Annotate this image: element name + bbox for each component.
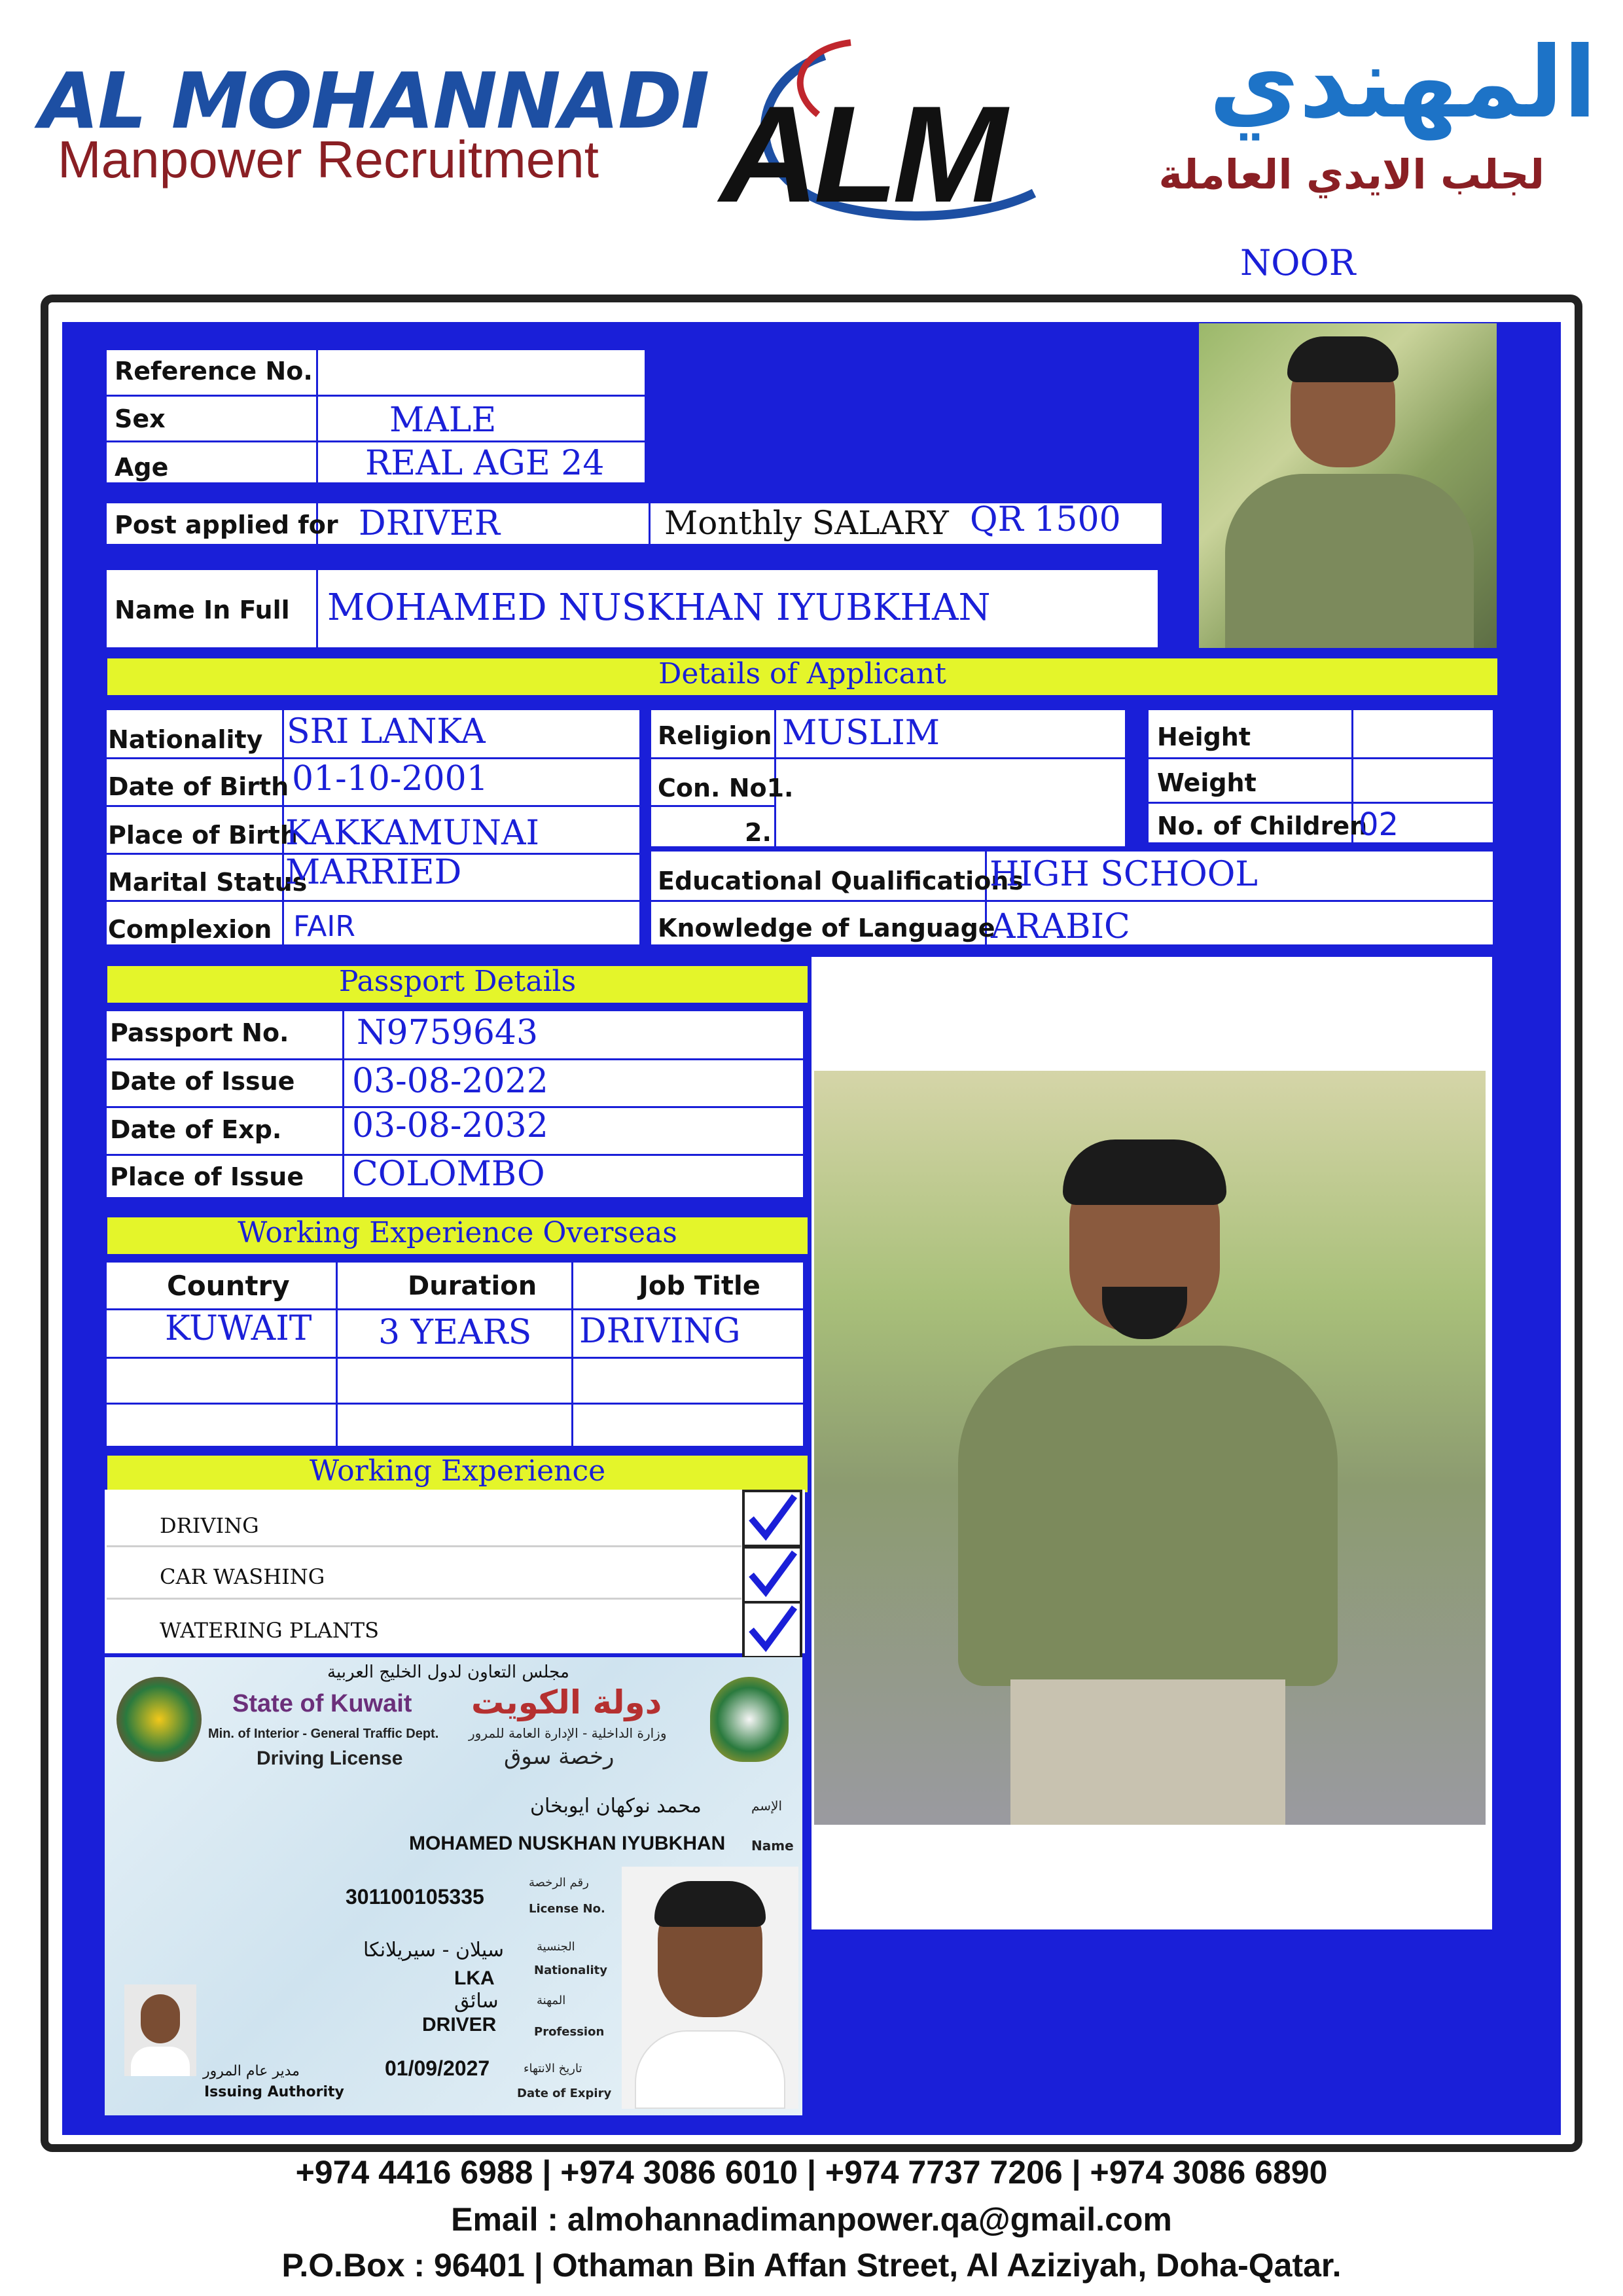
exp-date-value: 03-08-2032 bbox=[352, 1106, 548, 1145]
arabic-tagline: لجلب الايدي العاملة bbox=[1158, 151, 1544, 198]
driving-license-card bbox=[105, 1657, 802, 2115]
dob-value: 01-10-2001 bbox=[292, 759, 488, 798]
license-nationality-label-en: Nationality bbox=[534, 1964, 607, 1977]
overseas-header-duration: Duration bbox=[408, 1271, 537, 1301]
edu-value: HIGH SCHOOL bbox=[990, 855, 1258, 894]
age-label: Age bbox=[115, 453, 169, 482]
name-value: MOHAMED NUSKHAN IYUBKHAN bbox=[327, 586, 991, 629]
checkbox-car-washing[interactable] bbox=[742, 1546, 802, 1604]
marital-value: MARRIED bbox=[285, 853, 462, 892]
license-expiry: 01/09/2027 bbox=[385, 2056, 490, 2080]
license-number-label-en: License No. bbox=[529, 1902, 605, 1916]
details-title: Details of Applicant bbox=[105, 656, 1500, 698]
license-name-ar: محمد نوكهان ايوبخان bbox=[530, 1795, 702, 1818]
place-issue-label: Place of Issue bbox=[110, 1162, 304, 1191]
license-photo bbox=[622, 1867, 798, 2109]
license-ghost-photo bbox=[124, 1984, 196, 2076]
religion-value: MUSLIM bbox=[782, 713, 940, 753]
overseas-header-jobtitle: Job Title bbox=[639, 1271, 760, 1301]
brand-line1: AL MOHANNADI bbox=[39, 56, 709, 146]
issue-date-label: Date of Issue bbox=[110, 1067, 295, 1096]
complexion-value: FAIR bbox=[293, 910, 355, 943]
nationality-label: Nationality bbox=[108, 725, 263, 754]
alm-logo bbox=[720, 29, 1060, 252]
arabic-brand-name: المهندي bbox=[1209, 26, 1597, 140]
reference-label: Reference No. bbox=[115, 357, 313, 386]
alm-logo-text: ALM bbox=[720, 77, 1002, 231]
license-nationality-ar: سيلان - سيريلانكا bbox=[363, 1939, 505, 1962]
footer-phones: +974 4416 6988 | +974 3086 6010 | +974 7737 7206 | +974 3086 6890 bbox=[295, 2154, 1328, 2191]
checkbox-watering-plants[interactable] bbox=[742, 1601, 802, 1659]
sex-label: Sex bbox=[115, 404, 166, 433]
age-value: REAL AGE 24 bbox=[365, 444, 605, 483]
post-value: DRIVER bbox=[359, 504, 501, 543]
license-profession-ar: سائق bbox=[454, 1990, 499, 2013]
weight-label: Weight bbox=[1157, 768, 1257, 797]
overseas-jobtitle-cell: DRIVING bbox=[579, 1312, 741, 1351]
license-doc-ar: رخصة سوق bbox=[504, 1744, 615, 1770]
nationality-value: SRI LANKA bbox=[287, 712, 486, 751]
license-number-label-ar: رقم الرخصة bbox=[529, 1876, 589, 1890]
passport-no-value: N9759643 bbox=[357, 1013, 539, 1052]
footer-email: Email : almohannadimanpower.qa@gmail.com bbox=[451, 2201, 1172, 2238]
edu-label: Educational Qualifications bbox=[658, 867, 1024, 895]
height-label: Height bbox=[1157, 723, 1251, 751]
passport-title: Passport Details bbox=[105, 963, 810, 1005]
license-nationality-label-ar: الجنسية bbox=[537, 1940, 575, 1954]
overseas-duration-cell: 3 YEARS bbox=[378, 1313, 532, 1352]
place-issue-value: COLOMBO bbox=[352, 1155, 545, 1194]
lang-label: Knowledge of Language bbox=[658, 914, 995, 942]
license-name-label-ar: الإسم bbox=[751, 1798, 783, 1814]
pob-value: KAKKAMUNAI bbox=[285, 814, 540, 853]
sex-value: MALE bbox=[389, 401, 497, 440]
license-doc-en: Driving License bbox=[257, 1748, 403, 1769]
exp-date-label: Date of Exp. bbox=[110, 1115, 282, 1144]
gcc-emblem-icon bbox=[116, 1677, 202, 1762]
license-state-ar: دولة الكويت bbox=[471, 1683, 662, 1721]
experience-item-watering-plants: WATERING PLANTS bbox=[160, 1618, 379, 1643]
license-profession-en: DRIVER bbox=[422, 2014, 497, 2036]
license-nationality-code: LKA bbox=[454, 1967, 495, 1989]
checkbox-driving[interactable] bbox=[742, 1490, 802, 1547]
post-label: Post applied for bbox=[115, 511, 338, 539]
salary-label: Monthly SALARY bbox=[664, 504, 949, 542]
checkmark-icon bbox=[745, 1604, 800, 1656]
footer-address: P.O.Box : 96401 | Othaman Bin Affan Street, Al Aziziyah, Doha-Qatar. bbox=[281, 2247, 1342, 2284]
license-authority-en: Issuing Authority bbox=[204, 2084, 344, 2100]
lang-value: ARABIC bbox=[991, 907, 1130, 946]
license-expiry-label-ar: تاريخ الانتهاء bbox=[524, 2062, 582, 2075]
license-gcc-ar: مجلس التعاون لدول الخليج العربية bbox=[327, 1662, 569, 1682]
children-value: 02 bbox=[1359, 806, 1399, 843]
con2-label: 2. bbox=[745, 818, 772, 847]
religion-label: Religion bbox=[658, 721, 772, 750]
pob-label: Place of Birth bbox=[108, 821, 298, 850]
license-number: 301100105335 bbox=[346, 1885, 484, 1909]
overseas-country-cell: KUWAIT bbox=[165, 1309, 312, 1348]
applicant-photo-small bbox=[1199, 323, 1497, 648]
salary-value: QR 1500 bbox=[970, 500, 1121, 539]
experience-item-car-washing: CAR WASHING bbox=[160, 1564, 325, 1589]
experience-item-driving: DRIVING bbox=[160, 1513, 259, 1538]
overseas-header-country: Country bbox=[167, 1270, 290, 1302]
license-expiry-label-en: Date of Expiry bbox=[517, 2087, 612, 2100]
license-name-en: MOHAMED NUSKHAN IYUBKHAN bbox=[409, 1833, 726, 1854]
kuwait-emblem-icon bbox=[710, 1677, 789, 1762]
name-label: Name In Full bbox=[115, 596, 290, 624]
checkmark-icon bbox=[745, 1549, 800, 1601]
license-profession-label-en: Profession bbox=[534, 2025, 605, 2039]
passport-no-label: Passport No. bbox=[110, 1018, 289, 1047]
overseas-title: Working Experience Overseas bbox=[105, 1215, 810, 1257]
license-name-label-en: Name bbox=[751, 1838, 794, 1854]
brand-line2: Manpower Recruitment bbox=[58, 130, 599, 188]
marital-label: Marital Status bbox=[108, 868, 308, 897]
license-ministry-ar: وزارة الداخلية - الإدارة العامة للمرور bbox=[469, 1725, 667, 1741]
experience-title: Working Experience bbox=[105, 1453, 810, 1495]
checkmark-icon bbox=[745, 1492, 800, 1545]
agent-name: NOOR bbox=[1240, 242, 1356, 283]
children-label: No. of Children bbox=[1157, 812, 1368, 840]
license-profession-label-ar: المهنة bbox=[537, 1994, 566, 2007]
license-ministry-en: Min. of Interior - General Traffic Dept. bbox=[208, 1727, 439, 1741]
license-authority-ar: مدير عام المرور bbox=[203, 2063, 300, 2079]
license-state-en: State of Kuwait bbox=[232, 1690, 412, 1717]
issue-date-value: 03-08-2022 bbox=[352, 1062, 548, 1101]
complexion-label: Complexion bbox=[108, 915, 272, 944]
con1-label: Con. No1. bbox=[658, 774, 794, 802]
dob-label: Date of Birth bbox=[108, 772, 289, 801]
applicant-photo-large bbox=[814, 1071, 1486, 1825]
